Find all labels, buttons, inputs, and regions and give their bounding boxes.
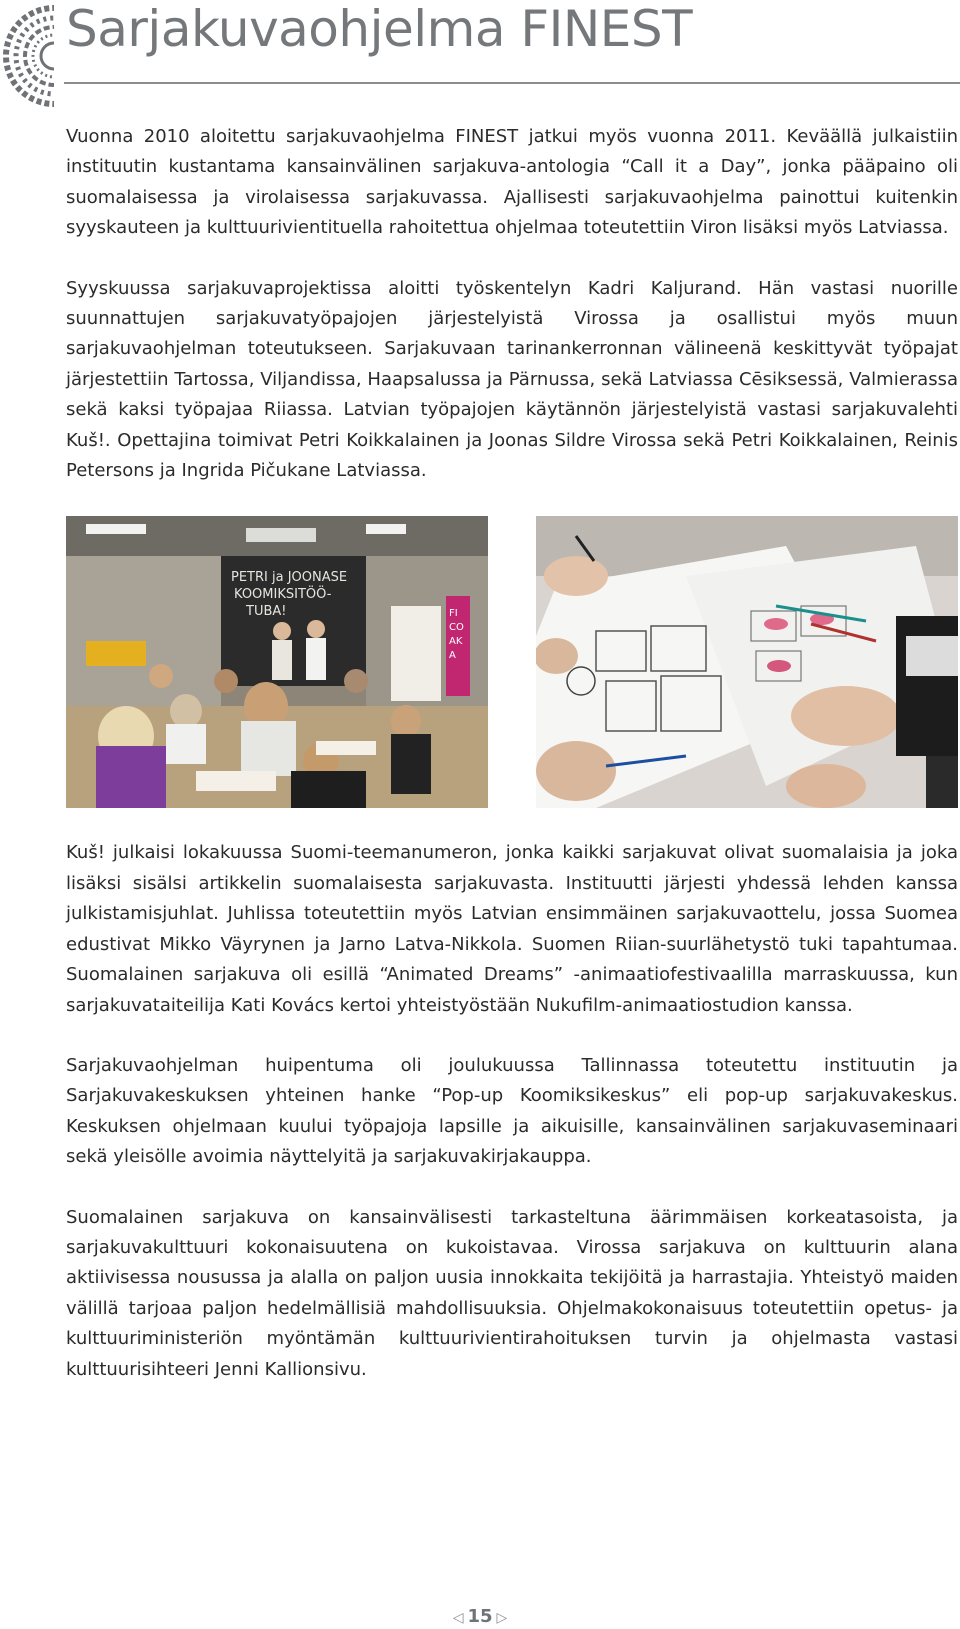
previous-page-icon[interactable]: ◁ xyxy=(452,1610,464,1626)
paragraph: Vuonna 2010 aloitettu sarjakuvaohjelma FINEST jatkui myös vuonna 2011. Keväällä julkaistiin instituutin kustantama kansainvälinen sarjakuva-antologia “Call it a Day”, jonka pääpaino oli suomalaisessa ja virolaisessa sarjakuvassa. Ajallisesti sarjakuvaohjelma painottui kuitenkin syyskauteen ja kulttuurivientituella rahoitettua ohjelmaa toteutettiin Viron lisäksi myös Latviassa. xyxy=(66,126,958,239)
sign-text: A xyxy=(449,650,456,662)
paragraph: Kuš! julkaisi lokakuussa Suomi-teemanumeron, jonka kaikki sarjakuvat olivat suomalaisia ja joka lisäksi sisälsi artikkelin suomalaisesta sarjakuvasta. Instituutti järjesti yhdessä lehden kanssa julkistamisjuhlat. Juhlissa toteutettiin myös Latvian ensimmäinen sarjakuvaottelu, jossa Suomea edustivat Mikko Väyrynen ja Jarno Latva-Nikkola. Suomen Riian-suurlähetystö tuki tapahtumaa. Suomalainen sarjakuva oli esillä “Animated Dreams” -animaatiofestivaalilla marraskuussa, kun sarjakuvataiteilija Kati Kovács kertoi yhteistyöstään Nukufilm-animaatiostudion kanssa. xyxy=(66,842,958,1016)
chalkboard-text: KOOMIKSITÖÖ- xyxy=(234,587,332,603)
photo-row xyxy=(66,516,958,808)
sign-text: AK xyxy=(449,636,463,648)
sign-text: CO xyxy=(449,622,464,634)
paragraph: Suomalainen sarjakuva on kansainvälisesti tarkasteltuna äärimmäisen korkeatasoista, ja sarjakuvakulttuuri kokonaisuutena on kukoistavaa. Virossa sarjakuva on kulttuurin alana aktiivisessa nousussa ja alalla on paljon uusia innokkaita tekijöitä ja harrastajia. Yhteistyö maiden välillä tarjoaa paljon hedelmällisiä mahdollisuuksia. Ohjelmakokonaisuus toteutettiin opetus- ja kulttuuriministeriön myöntämän kulttuurivientirahoituksen turvin ja ohjelmasta vastasi kulttuurisihteeri Jenni Kallionsivu. xyxy=(66,1206,958,1380)
page-pagination xyxy=(0,1606,960,1627)
page-title: Sarjakuvaohjelma FINEST xyxy=(66,0,693,58)
drawing-comics-photo xyxy=(536,516,958,808)
next-page-icon[interactable]: ▷ xyxy=(496,1610,508,1626)
institute-logo-icon xyxy=(0,2,58,110)
paragraph: Syyskuussa sarjakuvaprojektissa aloitti työskentelyn Kadri Kaljurand. Hän vastasi nuorille suunnattujen sarjakuvatyöpajojen järjestelyistä Virossa ja osallistui myös muun sarjakuvaohjelman toteutukseen. Sarjakuvaan tarinankerronnan välineenä keskittyvät työpajat järjestettiin Tartossa, Viljandissa, Haapsalussa ja Pärnussa, sekä Latviassa Cēsiksessä, Valmierassa sekä kaksi työpajaa Riiassa. Latvian työpajojen käytännön järjestelyistä vastasi sarjakuvalehti Kuš!. Opettajina toimivat Petri Koikkalainen ja Joonas Sildre Virossa sekä Petri Koikkalainen, Reinis Petersons ja Ingrida Pičukane Latviassa. xyxy=(66,277,958,482)
page-number: 15 xyxy=(467,1606,493,1627)
chalkboard-text: TUBA! xyxy=(246,604,287,620)
title-divider xyxy=(64,82,960,84)
sign-text: FI xyxy=(449,608,458,620)
chalkboard-text: PETRI ja JOONASE xyxy=(231,570,348,586)
paragraph: Sarjakuvaohjelman huipentuma oli joulukuussa Tallinnassa toteutettu instituutin ja Sarjakuvakeskuksen yhteinen hanke “Pop-up Koomiksikeskus” eli pop-up sarjakuvakeskus. Keskuksen ohjelmaan kuului työpajoja lapsille ja aikuisille, kansainvälinen sarjakuvaseminaari sekä yleisölle avoimia näyttelyitä ja sarjakuvakirjakauppa. xyxy=(66,1054,958,1168)
article-body xyxy=(66,122,958,1385)
workshop-classroom-photo xyxy=(66,516,488,808)
